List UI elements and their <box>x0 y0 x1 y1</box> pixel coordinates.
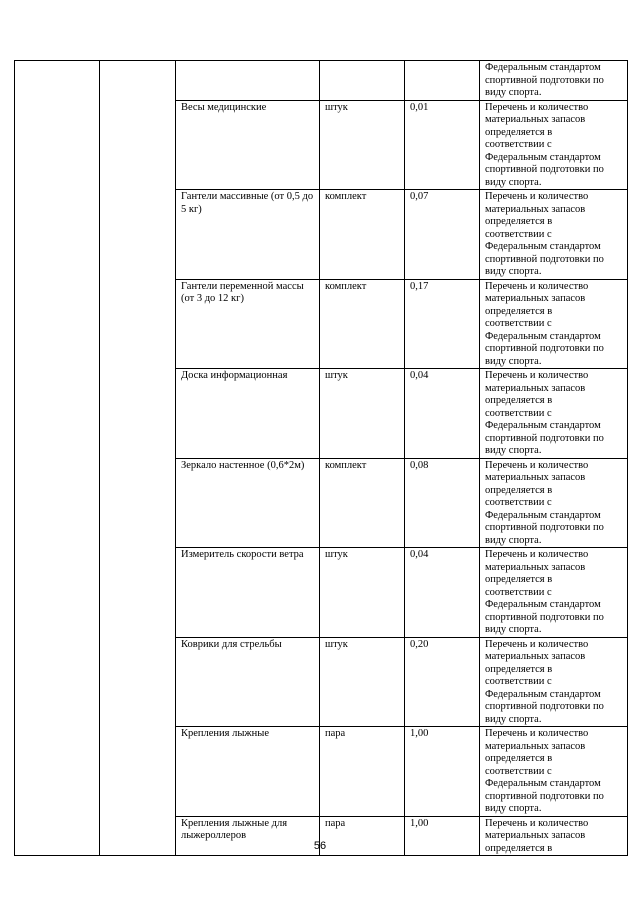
note-line: спортивной подготовки по <box>485 701 604 712</box>
item-name-cell: Коврики для стрельбы <box>176 637 320 727</box>
page-number: 56 <box>313 840 327 852</box>
equipment-table <box>14 60 628 856</box>
note-line: Перечень и количество <box>485 370 589 381</box>
note-line: спортивной подготовки по <box>485 74 604 86</box>
note-line: виду спорта. <box>485 803 542 814</box>
note-cell <box>480 458 628 548</box>
quantity-cell <box>405 61 480 101</box>
unit-cell: штук <box>320 100 405 190</box>
note-line: Перечень и количество <box>485 459 589 471</box>
note-line: материальных запасов <box>485 114 586 125</box>
note-line: виду спорта. <box>485 445 542 456</box>
note-line: определяется в <box>485 305 553 317</box>
unit-cell: пара <box>320 727 405 817</box>
note-line: материальных запасов <box>485 472 586 483</box>
note-line: виду спорта. <box>485 534 542 546</box>
note-line: соответствии с <box>485 139 552 150</box>
note-line: виду спорта. <box>485 176 542 188</box>
note-line: материальных запасов <box>485 740 586 752</box>
quantity-cell: 0,20 <box>405 637 480 727</box>
note-line: Федеральным стандартом <box>485 688 601 700</box>
note-line: материальных запасов <box>485 293 586 304</box>
note-line: Перечень и количество <box>485 728 589 739</box>
note-line: определяется в <box>485 484 553 496</box>
note-line: определяется в <box>485 126 553 138</box>
note-line: спортивной подготовки по <box>485 790 604 802</box>
unit-cell: штук <box>320 548 405 638</box>
note-cell <box>480 727 628 817</box>
item-name-cell <box>176 61 320 101</box>
note-line: соответствии с <box>485 407 552 419</box>
note-line: соответствии с <box>485 318 552 329</box>
note-line: соответствии с <box>485 676 552 687</box>
quantity-cell: 1,00 <box>405 816 480 856</box>
quantity-cell: 0,04 <box>405 548 480 638</box>
note-line: материальных запасов <box>485 203 586 215</box>
note-line: виду спорта. <box>485 713 542 725</box>
quantity-cell: 0,07 <box>405 190 480 280</box>
note-line: Перечень и количество <box>485 191 589 202</box>
note-line: определяется в <box>485 216 553 227</box>
note-line: Перечень и количество <box>485 280 589 292</box>
note-line: определяется в <box>485 574 553 585</box>
note-line: Федеральным стандартом <box>485 62 601 73</box>
quantity-cell: 0,17 <box>405 279 480 369</box>
note-line: Федеральным стандартом <box>485 599 601 610</box>
note-line: виду спорта. <box>485 266 542 277</box>
note-line: Перечень и количество <box>485 817 589 829</box>
note-line: спортивной подготовки по <box>485 611 604 623</box>
note-line: материальных запасов <box>485 561 586 573</box>
unit-cell <box>320 61 405 101</box>
note-line: соответствии с <box>485 497 552 508</box>
note-line: виду спорта. <box>485 355 542 367</box>
quantity-cell: 0,08 <box>405 458 480 548</box>
item-name-cell: Крепления лыжные для лыжероллеров <box>176 816 320 856</box>
note-line: Федеральным стандартом <box>485 330 601 342</box>
note-cell <box>480 548 628 638</box>
note-cell <box>480 190 628 280</box>
item-name-cell: Крепления лыжные <box>176 727 320 817</box>
item-name-cell: Доска информационная <box>176 369 320 459</box>
note-cell <box>480 279 628 369</box>
note-line: соответствии с <box>485 586 552 598</box>
note-line: Федеральным стандартом <box>485 778 601 789</box>
note-line: виду спорта. <box>485 624 542 635</box>
unit-cell: комплект <box>320 458 405 548</box>
note-cell <box>480 100 628 190</box>
note-line: Федеральным стандартом <box>485 509 601 521</box>
equipment-table-body <box>15 61 628 856</box>
item-name-cell: Зеркало настенное (0,6*2м) <box>176 458 320 548</box>
note-line: материальных запасов <box>485 651 586 662</box>
note-line: определяется в <box>485 663 553 675</box>
item-name-cell: Измеритель скорости ветра <box>176 548 320 638</box>
note-line: определяется в <box>485 753 553 764</box>
note-cell <box>480 637 628 727</box>
note-line: Перечень и количество <box>485 638 589 650</box>
unit-cell: штук <box>320 369 405 459</box>
note-line: Федеральным стандартом <box>485 151 601 163</box>
note-line: спортивной подготовки по <box>485 432 604 444</box>
unit-cell: пара <box>320 816 405 856</box>
note-line: виду спорта. <box>485 87 542 98</box>
note-line: соответствии с <box>485 228 552 240</box>
note-line: определяется в <box>485 842 553 854</box>
merged-number-cell <box>15 61 100 856</box>
note-cell <box>480 369 628 459</box>
table-row <box>15 61 628 101</box>
note-line: определяется в <box>485 395 553 406</box>
unit-cell: комплект <box>320 279 405 369</box>
quantity-cell: 0,04 <box>405 369 480 459</box>
note-cell <box>480 61 628 101</box>
item-name-cell: Весы медицинские <box>176 100 320 190</box>
note-line: Перечень и количество <box>485 549 589 560</box>
note-line: Перечень и количество <box>485 101 589 113</box>
item-name-cell: Гантели массивные (от 0,5 до 5 кг) <box>176 190 320 280</box>
quantity-cell: 1,00 <box>405 727 480 817</box>
note-line: материальных запасов <box>485 830 586 841</box>
merged-category-cell <box>100 61 176 856</box>
note-line: спортивной подготовки по <box>485 164 604 175</box>
note-line: спортивной подготовки по <box>485 253 604 265</box>
quantity-cell: 0,01 <box>405 100 480 190</box>
note-line: материальных запасов <box>485 382 586 394</box>
note-line: соответствии с <box>485 765 552 777</box>
unit-cell: штук <box>320 637 405 727</box>
unit-cell: комплект <box>320 190 405 280</box>
note-line: спортивной подготовки по <box>485 522 604 533</box>
note-line: Федеральным стандартом <box>485 420 601 431</box>
note-line: Федеральным стандартом <box>485 241 601 252</box>
item-name-cell: Гантели переменной массы (от 3 до 12 кг) <box>176 279 320 369</box>
note-line: спортивной подготовки по <box>485 343 604 354</box>
